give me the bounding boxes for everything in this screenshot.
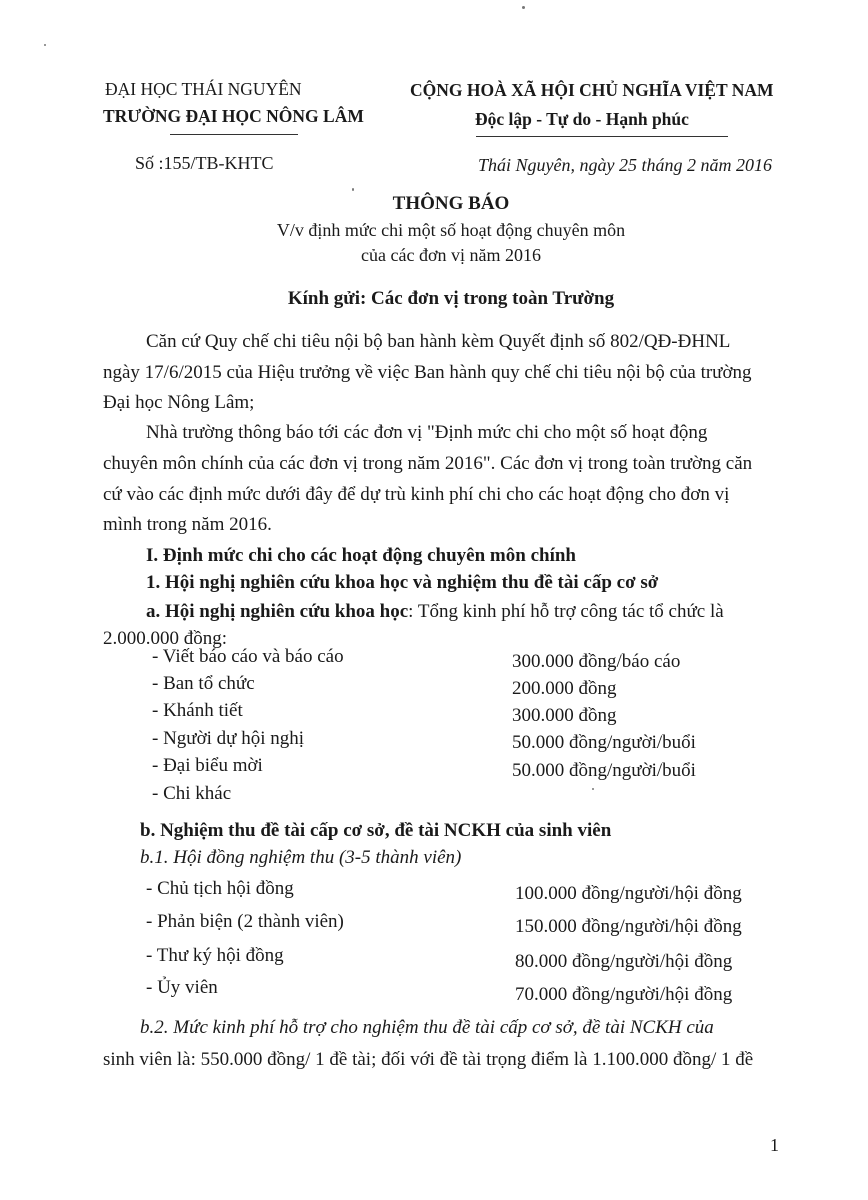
b1-item-value: 150.000 đồng/người/hội đồng [515, 916, 742, 937]
a-item-label: - Ban tổ chức [152, 673, 255, 694]
para2-line4: mình trong năm 2016. [103, 514, 272, 535]
motto-underline [476, 136, 728, 137]
para1-line1: Căn cứ Quy chế chi tiêu nội bộ ban hành kèm Quyết định số 802/QĐ-ĐHNL [146, 331, 731, 352]
section-1-heading: I. Định mức chi cho các hoạt động chuyên môn chính [146, 545, 576, 566]
item-a-text: : Tổng kinh phí hỗ trợ công tác tổ chức là [408, 601, 724, 622]
a-item-label: - Chi khác [152, 783, 232, 804]
para1-line2: ngày 17/6/2015 của Hiệu trưởng về việc Ban hành quy chế chi tiêu nội bộ của trường [103, 362, 752, 383]
subsection-1-heading: 1. Hội nghị nghiên cứu khoa học và nghiệm thu đề tài cấp cơ sở [146, 572, 659, 593]
school-name-underline [170, 134, 298, 135]
para2-line3: cứ vào các định mức dưới đây để dự trù kinh phí chi cho các hoạt động cho đơn vị [103, 484, 730, 505]
national-motto: Độc lập - Tự do - Hạnh phúc [475, 109, 689, 129]
para1-line3: Đại học Nông Lâm; [103, 392, 255, 413]
notice-title: THÔNG BÁO [392, 193, 510, 214]
item-b1-heading: b.1. Hội đồng nghiệm thu (3-5 thành viên) [140, 847, 462, 868]
a-item-label: - Đại biểu mời [152, 755, 263, 776]
b1-item-value: 100.000 đồng/người/hội đồng [515, 883, 742, 904]
a-item-label: - Khánh tiết [152, 700, 243, 721]
notice-subject-line2: của các đơn vị năm 2016 [361, 245, 541, 265]
item-b-heading: b. Nghiệm thu đề tài cấp cơ sở, đề tài NCKH của sinh viên [140, 820, 612, 841]
item-b2-line2: sinh viên là: 550.000 đồng/ 1 đề tài; đối với đề tài trọng điểm là 1.100.000 đồng/ 1 đề [103, 1049, 754, 1070]
page-number: 1 [770, 1135, 779, 1155]
b1-item-label: - Phản biện (2 thành viên) [146, 911, 344, 932]
notice-subject-line1: V/v định mức chi một số hoạt động chuyên môn [276, 220, 626, 240]
b1-item-value: 80.000 đồng/người/hội đồng [515, 951, 733, 972]
a-item-label: - Người dự hội nghị [152, 728, 305, 749]
a-item-value: 300.000 đồng [512, 705, 617, 726]
country-name: CỘNG HOÀ XÃ HỘI CHỦ NGHĨA VIỆT NAM [410, 80, 774, 100]
a-item-value: 50.000 đồng/người/buổi [512, 760, 696, 781]
b1-item-label: - Ủy viên [146, 977, 218, 998]
item-a-line1 [146, 601, 724, 623]
a-item-value: 300.000 đồng/báo cáo [512, 651, 681, 672]
para2-line1: Nhà trường thông báo tới các đơn vị "Định mức chi cho một số hoạt động [146, 422, 708, 443]
greeting: Kính gửi: Các đơn vị trong toàn Trường [287, 288, 615, 309]
scan-speck [592, 788, 594, 790]
university-name: ĐẠI HỌC THÁI NGUYÊN [105, 79, 302, 99]
scan-speck [522, 6, 525, 9]
scan-speck [352, 188, 354, 191]
a-item-label: - Viết báo cáo và báo cáo [152, 646, 344, 667]
b1-item-value: 70.000 đồng/người/hội đồng [515, 984, 733, 1005]
item-a-heading: a. Hội nghị nghiên cứu khoa học [146, 601, 409, 622]
para2-line2: chuyên môn chính của các đơn vị trong năm 2016". Các đơn vị trong toàn trường căn [103, 453, 753, 474]
a-item-value: 50.000 đồng/người/buổi [512, 732, 696, 753]
item-b2-line1: b.2. Mức kinh phí hỗ trợ cho nghiệm thu đề tài cấp cơ sở, đề tài NCKH của [140, 1017, 714, 1038]
b1-item-label: - Thư ký hội đồng [146, 945, 284, 966]
scan-speck [44, 44, 46, 46]
b1-item-label: - Chủ tịch hội đồng [146, 878, 294, 899]
item-a-line2: 2.000.000 đồng: [103, 628, 228, 649]
a-item-value: 200.000 đồng [512, 678, 617, 699]
document-number: Số :155/TB-KHTC [135, 153, 274, 173]
school-name: TRƯỜNG ĐẠI HỌC NÔNG LÂM [103, 106, 364, 126]
place-and-date: Thái Nguyên, ngày 25 tháng 2 năm 2016 [478, 155, 772, 175]
